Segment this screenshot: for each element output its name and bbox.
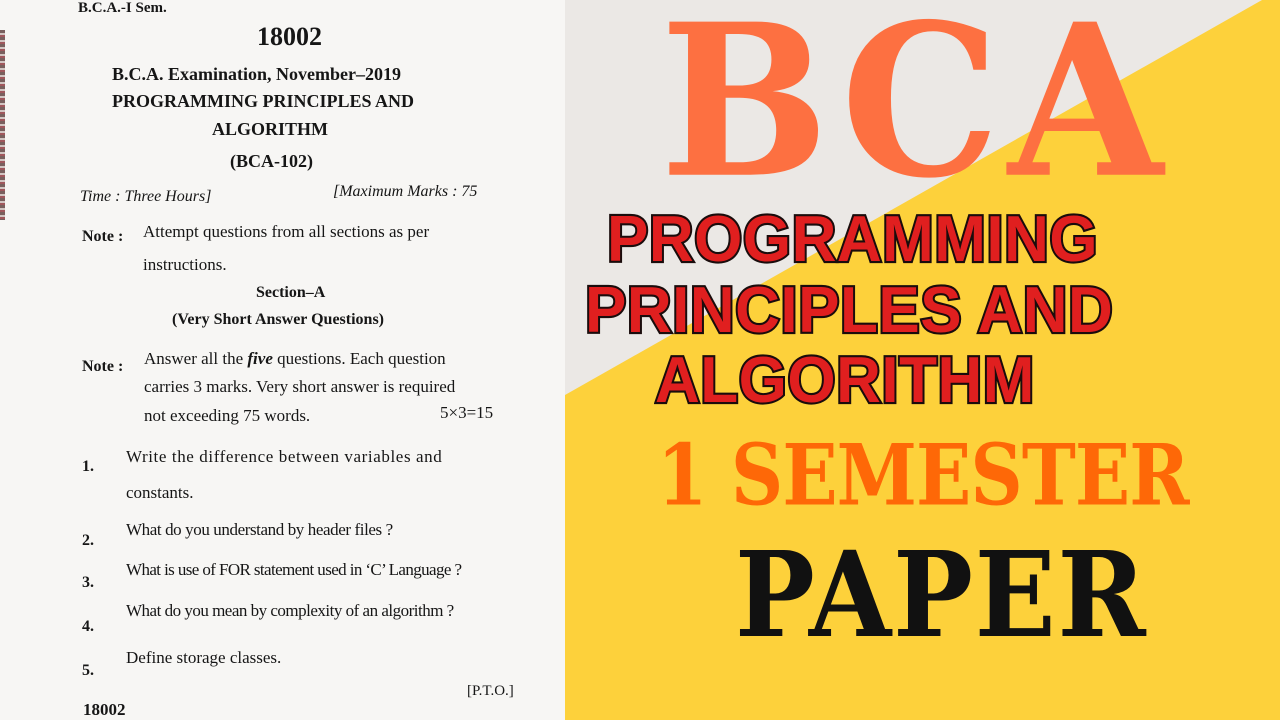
thumbnail-banner (565, 0, 1280, 720)
footer-paper-code: 18002 (83, 700, 126, 719)
note-2-label: Note : (82, 358, 124, 375)
exam-paper-scan (0, 0, 565, 720)
question-1-text-cont: constants. (126, 483, 194, 502)
note-2-emphasis: five (247, 349, 273, 368)
exam-time: Time : Three Hours] (80, 188, 212, 205)
question-3-text: What is use of FOR statement used in ‘C’ Language ? (126, 560, 462, 579)
note-2-marks: 5×3=15 (440, 403, 494, 422)
paper-edge-shadow (0, 30, 5, 220)
question-2-number: 2. (82, 532, 94, 549)
banner-subject-line-2: PRINCIPLES AND (585, 274, 1114, 347)
question-4-text: What do you mean by complexity of an algorithm ? (126, 601, 454, 620)
banner-subject-line-1: PROGRAMMING (607, 203, 1099, 276)
banner-paper: PAPER (735, 525, 1148, 664)
please-turn-over: [P.T.O.] (467, 683, 514, 699)
note-2-text: Answer all the (144, 349, 248, 368)
question-1-number: 1. (82, 458, 94, 475)
note-1-line-2: instructions. (143, 255, 227, 274)
subject-line-2: ALGORITHM (212, 119, 329, 139)
course-code: (BCA-102) (230, 151, 313, 171)
banner-title-bca: BCA (660, 0, 1172, 226)
question-2-text: What do you understand by header files ? (126, 520, 393, 539)
section-title: Section–A (256, 284, 326, 301)
question-1-text: Write the difference between variables and (126, 447, 443, 466)
paper-code: 18002 (257, 22, 322, 51)
semester-label: B.C.A.-I Sem. (78, 0, 167, 16)
section-subtitle: (Very Short Answer Questions) (172, 311, 385, 328)
note-2-line-2: carries 3 marks. Very short answer is required (144, 377, 456, 396)
note-2-text: questions. Each question (272, 349, 446, 368)
note-1-label: Note : (82, 228, 124, 245)
banner-subject-line-3: ALGORITHM (655, 344, 1035, 417)
question-3-number: 3. (82, 574, 94, 591)
question-5-number: 5. (82, 662, 94, 679)
question-4-number: 4. (82, 618, 94, 635)
question-5-text: Define storage classes. (126, 648, 282, 667)
note-2-line-3: not exceeding 75 words. (144, 406, 311, 425)
banner-semester: 1 SEMESTER (657, 426, 1189, 526)
exam-title: B.C.A. Examination, November–2019 (112, 64, 401, 84)
note-2-line-1 (144, 349, 446, 369)
note-1-line-1: Attempt questions from all sections as per (143, 222, 430, 241)
max-marks: [Maximum Marks : 75 (333, 183, 478, 200)
subject-line-1: PROGRAMMING PRINCIPLES AND (112, 91, 415, 111)
